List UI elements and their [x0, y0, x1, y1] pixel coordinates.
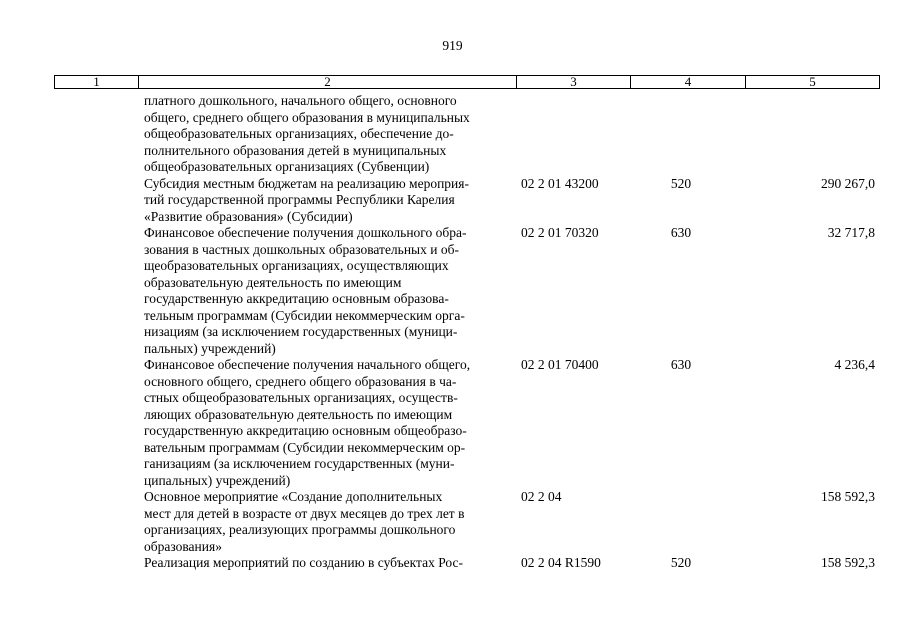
row-amount: 290 267,0: [821, 175, 875, 191]
row-expense-type: 520: [670, 175, 692, 191]
row-code: 02 2 04 R1590: [521, 555, 601, 570]
row-description: Реализация мероприятий по созданию в субъектах Рос-: [144, 555, 463, 570]
table-row: [0, 555, 905, 572]
row-amount: 4 236,4: [834, 357, 875, 372]
row-amount: 158 592,3: [821, 489, 875, 504]
row-expense-type: 520: [670, 555, 692, 570]
row-amount: 32 717,8: [827, 225, 875, 240]
row-code: 02 2 04: [521, 489, 562, 504]
header-cell-4: 4: [631, 76, 746, 88]
table-header-row: [54, 75, 880, 89]
row-description: Финансовое обеспечение получения начального общего, основного общего, среднего общего образования в ча- стных общеобразовательных организациях, осуществ- ляющих образовательную деятельность по имеющим государственную аккредитацию основным общеобразо- вательным программам (Субсидии некоммерческим ор- ганизациям (за исключением государственных (муни- ципальных) учреждений): [144, 357, 471, 488]
page-number: 919: [442, 38, 463, 53]
header-cell-3: 3: [517, 76, 631, 88]
row-description: Основное мероприятие «Создание дополнительных мест для детей в возрасте от двух месяцев до трех лет в организациях, реализующих программы дошкольного образования»: [144, 489, 465, 554]
row-expense-type: 630: [670, 225, 692, 240]
row-code: 02 2 01 70400: [521, 357, 599, 372]
row-code: 02 2 01 43200: [521, 175, 599, 191]
row-amount: 158 592,3: [821, 555, 875, 570]
header-cell-2: 2: [139, 76, 517, 88]
table-row: [0, 489, 905, 555]
table-row: [0, 93, 905, 176]
row-code: 02 2 01 70320: [521, 225, 599, 240]
table-row: [0, 176, 905, 226]
row-description: Субсидия местным бюджетам на реализацию мероприя- тий государственной программы Республики Карелия «Развитие образования» (Субсидии): [144, 175, 469, 224]
budget-table-body: [0, 93, 905, 572]
header-cell-5: 5: [809, 74, 816, 89]
table-row: [0, 225, 905, 357]
row-expense-type: 630: [670, 357, 692, 372]
table-row: [0, 357, 905, 489]
row-description: платного дошкольного, начального общего, основного общего, среднего общего образования в муниципальных общеобразовательных организациях, обеспечение до- полнительного образования детей в муниципальных общеобразовательных организациях (Субвенции): [144, 93, 470, 174]
row-description: Финансовое обеспечение получения дошкольного обра- зования в частных дошкольных образовательных и об- щеобразовательных организациях, осуществляющих образовательную деятельность по имеющим государственную аккредитацию основным образова- тельным программам (Субсидии некоммерческим орга- низациям (за исключением государственных (муници- пальных) учреждений): [144, 225, 467, 356]
header-cell-1: 1: [55, 76, 139, 88]
